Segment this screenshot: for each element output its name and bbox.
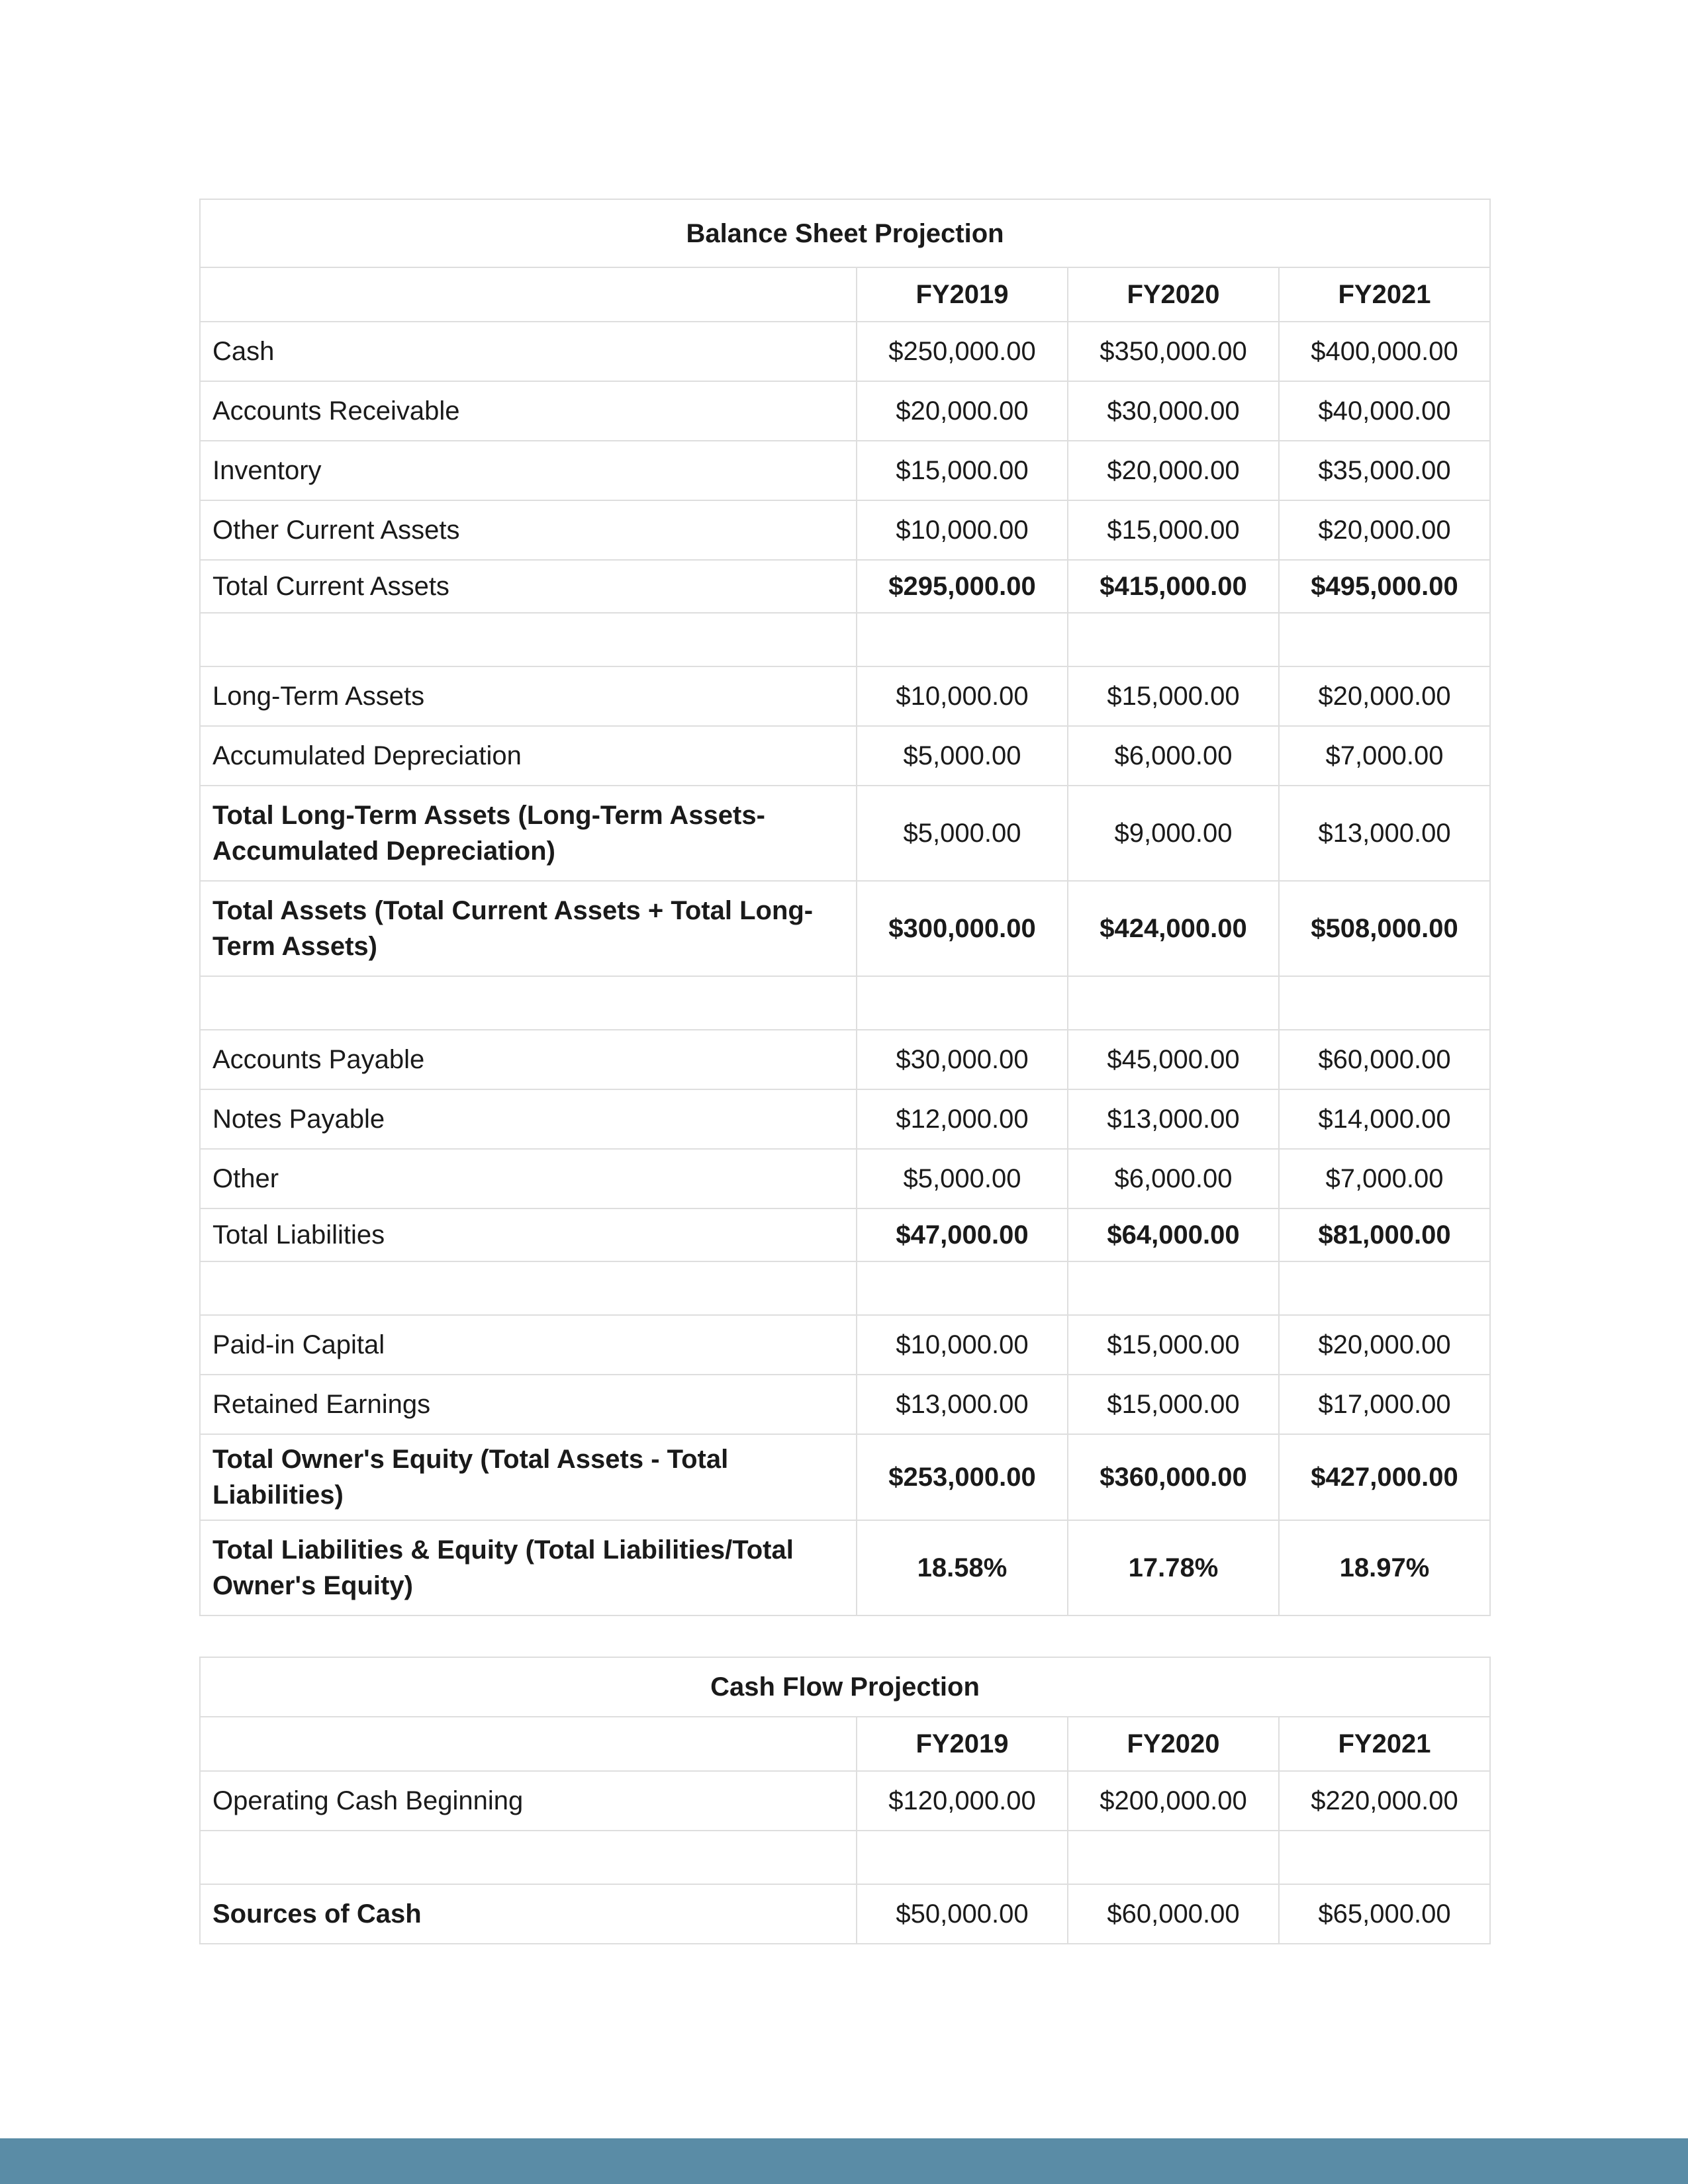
table-row [200, 881, 1490, 976]
value-cell: $13,000.00 [1279, 786, 1490, 881]
row-label: Long-Term Assets [200, 666, 857, 726]
value-cell: $65,000.00 [1279, 1884, 1490, 1944]
value-cell: $60,000.00 [1068, 1884, 1279, 1944]
total-value-cell: $295,000.00 [857, 560, 1068, 613]
total-value-cell: $300,000.00 [857, 881, 1068, 976]
ratio-value-cell: 18.58% [857, 1520, 1068, 1615]
value-cell: $5,000.00 [857, 786, 1068, 881]
table-row [200, 786, 1490, 881]
value-cell: $20,000.00 [857, 381, 1068, 441]
total-value-cell: $360,000.00 [1068, 1434, 1279, 1520]
value-cell: $13,000.00 [857, 1375, 1068, 1434]
value-cell: $45,000.00 [1068, 1030, 1279, 1089]
value-cell: $40,000.00 [1279, 381, 1490, 441]
row-label: Other Current Assets [200, 500, 857, 560]
row-label: Accounts Receivable [200, 381, 857, 441]
row-label: Total Liabilities [200, 1208, 857, 1261]
value-cell: $30,000.00 [857, 1030, 1068, 1089]
value-cell: $5,000.00 [857, 726, 1068, 786]
table-row [200, 381, 1490, 441]
spacer-row [200, 1261, 1490, 1315]
row-label: Total Liabilities & Equity (Total Liabilities/Total Owner's Equity) [200, 1520, 857, 1615]
table-row [200, 726, 1490, 786]
total-value-cell: $424,000.00 [1068, 881, 1279, 976]
total-value-cell: $427,000.00 [1279, 1434, 1490, 1520]
total-value-cell: $64,000.00 [1068, 1208, 1279, 1261]
total-value-cell: $415,000.00 [1068, 560, 1279, 613]
value-cell: $400,000.00 [1279, 322, 1490, 381]
row-label: Accumulated Depreciation [200, 726, 857, 786]
row-label: Retained Earnings [200, 1375, 857, 1434]
cash-flow-title: Cash Flow Projection [200, 1657, 1490, 1717]
value-cell: $12,000.00 [857, 1089, 1068, 1149]
row-label: Operating Cash Beginning [200, 1771, 857, 1831]
table-row [200, 500, 1490, 560]
total-value-cell: $81,000.00 [1279, 1208, 1490, 1261]
table-row [200, 1520, 1490, 1615]
table-row [200, 1771, 1490, 1831]
value-cell: $10,000.00 [857, 666, 1068, 726]
total-value-cell: $495,000.00 [1279, 560, 1490, 613]
value-cell: $30,000.00 [1068, 381, 1279, 441]
value-cell: $20,000.00 [1279, 1315, 1490, 1375]
table-row [200, 441, 1490, 500]
value-cell: $15,000.00 [857, 441, 1068, 500]
value-cell: $5,000.00 [857, 1149, 1068, 1208]
value-cell: $10,000.00 [857, 500, 1068, 560]
table-title-row [200, 1657, 1490, 1717]
footer-bar [0, 2138, 1688, 2184]
value-cell: $15,000.00 [1068, 666, 1279, 726]
column-header-fy2021: FY2021 [1279, 267, 1490, 322]
value-cell: $50,000.00 [857, 1884, 1068, 1944]
spacer-row [200, 976, 1490, 1030]
row-label: Paid-in Capital [200, 1315, 857, 1375]
value-cell: $20,000.00 [1279, 666, 1490, 726]
table-title-row [200, 199, 1490, 267]
column-header-fy2019: FY2019 [857, 1717, 1068, 1771]
table-row [200, 1089, 1490, 1149]
column-header-fy2020: FY2020 [1068, 1717, 1279, 1771]
row-label: Total Owner's Equity (Total Assets - Total Liabilities) [200, 1434, 857, 1520]
empty-header-cell [200, 267, 857, 322]
value-cell: $15,000.00 [1068, 1375, 1279, 1434]
value-cell: $7,000.00 [1279, 726, 1490, 786]
total-value-cell: $47,000.00 [857, 1208, 1068, 1261]
total-value-cell: $253,000.00 [857, 1434, 1068, 1520]
balance-sheet-table [199, 199, 1491, 1616]
value-cell: $200,000.00 [1068, 1771, 1279, 1831]
row-label: Total Current Assets [200, 560, 857, 613]
table-row [200, 1434, 1490, 1520]
value-cell: $20,000.00 [1279, 500, 1490, 560]
ratio-value-cell: 17.78% [1068, 1520, 1279, 1615]
table-row [200, 560, 1490, 613]
value-cell: $20,000.00 [1068, 441, 1279, 500]
balance-sheet-title: Balance Sheet Projection [200, 199, 1490, 267]
value-cell: $120,000.00 [857, 1771, 1068, 1831]
spacer-row [200, 613, 1490, 666]
row-label: Total Long-Term Assets (Long-Term Assets-Accumulated Depreciation) [200, 786, 857, 881]
column-header-fy2020: FY2020 [1068, 267, 1279, 322]
row-label: Inventory [200, 441, 857, 500]
row-label: Cash [200, 322, 857, 381]
row-label: Notes Payable [200, 1089, 857, 1149]
value-cell: $13,000.00 [1068, 1089, 1279, 1149]
cash-flow-table [199, 1657, 1491, 1944]
table-row [200, 1208, 1490, 1261]
total-value-cell: $508,000.00 [1279, 881, 1490, 976]
row-label: Total Assets (Total Current Assets + Total Long-Term Assets) [200, 881, 857, 976]
table-row [200, 1030, 1490, 1089]
table-row [200, 1884, 1490, 1944]
value-cell: $17,000.00 [1279, 1375, 1490, 1434]
value-cell: $6,000.00 [1068, 1149, 1279, 1208]
table-row [200, 1375, 1490, 1434]
value-cell: $250,000.00 [857, 322, 1068, 381]
table-row [200, 1315, 1490, 1375]
table-row [200, 666, 1490, 726]
table-row [200, 1149, 1490, 1208]
column-header-fy2019: FY2019 [857, 267, 1068, 322]
value-cell: $9,000.00 [1068, 786, 1279, 881]
table-row [200, 322, 1490, 381]
column-header-row [200, 267, 1490, 322]
value-cell: $350,000.00 [1068, 322, 1279, 381]
value-cell: $10,000.00 [857, 1315, 1068, 1375]
row-label: Other [200, 1149, 857, 1208]
value-cell: $220,000.00 [1279, 1771, 1490, 1831]
value-cell: $15,000.00 [1068, 500, 1279, 560]
row-label: Accounts Payable [200, 1030, 857, 1089]
column-header-fy2021: FY2021 [1279, 1717, 1490, 1771]
value-cell: $7,000.00 [1279, 1149, 1490, 1208]
value-cell: $35,000.00 [1279, 441, 1490, 500]
row-label: Sources of Cash [200, 1884, 857, 1944]
value-cell: $6,000.00 [1068, 726, 1279, 786]
empty-header-cell [200, 1717, 857, 1771]
column-header-row [200, 1717, 1490, 1771]
value-cell: $60,000.00 [1279, 1030, 1490, 1089]
spacer-row [200, 1831, 1490, 1884]
value-cell: $14,000.00 [1279, 1089, 1490, 1149]
value-cell: $15,000.00 [1068, 1315, 1279, 1375]
ratio-value-cell: 18.97% [1279, 1520, 1490, 1615]
